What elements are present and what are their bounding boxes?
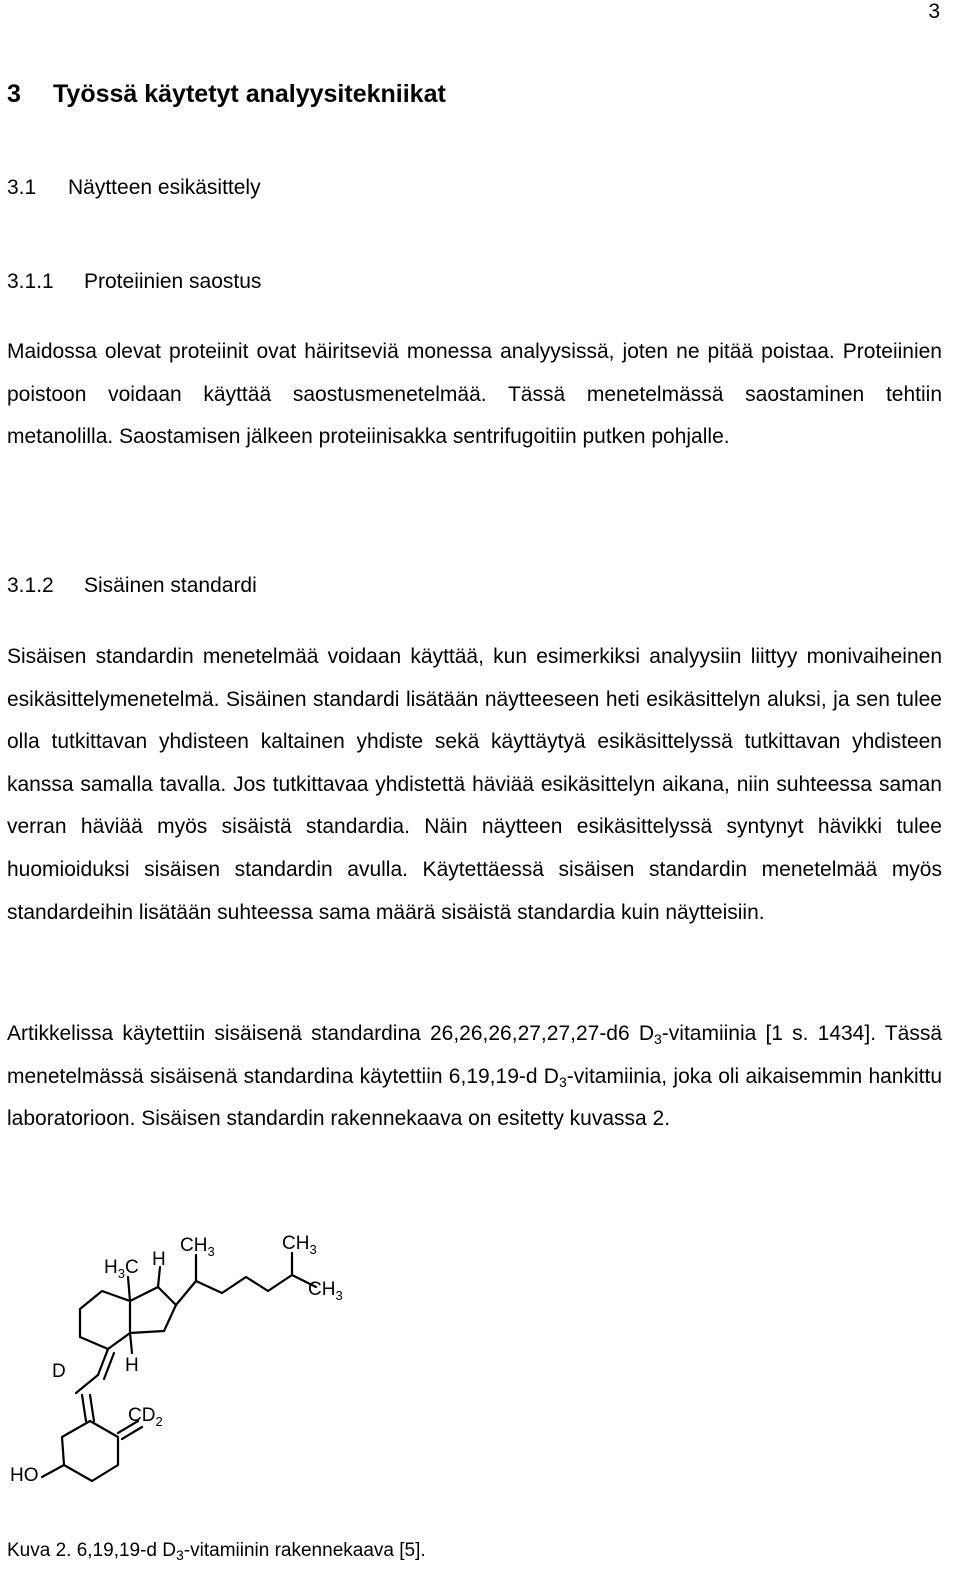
- paragraph-text: Sisäisen standardin menetelmää voidaan käyttää, kun esimerkiksi analyysiin liittyy monivaiheinen esikäsittelymenetelmä. Sisäinen standardi lisätään näytteeseen heti esikäsittelyn aluksi, ja sen tulee olla tutkittavan yhdisteen kaltainen yhdiste sekä käyttäytyä esikäsittelyssä tutkittavan yhdisteen kanssa samalla tavalla. Jos tutkittavaa yhdistettä häviää esikäsittelyn aikana, niin suhteessa saman verran häviää myös sisäistä standardia. Näin näytteen esikäsittelyssä syntynyt hävikki tulee huomioiduksi sisäisen standardin avulla. Käytettäessä sisäisen standardin menetelmää myös standardeihin lisätään suhteessa sama määrä sisäistä standardia kuin näytteisiin.: [7, 645, 942, 924]
- subsection-heading: [7, 176, 261, 200]
- h3c-label: $H_3C$: [104, 1257, 139, 1281]
- paragraph-text: [7, 1013, 942, 1141]
- section-title: Työssä käytetyt analyysitekniikat: [53, 80, 446, 108]
- subsection-title: Näytteen esikäsittely: [68, 176, 261, 199]
- section-heading: [7, 80, 446, 109]
- subscript: 3: [558, 1073, 567, 1090]
- paragraph-protein-precipitation: [7, 331, 942, 459]
- molecule-bonds: [42, 1253, 316, 1481]
- text-run: -vitamiinia, joka oli aikaisemmin hankittu laboratorioon. Sisäisen standardin rakennekaava on esitetty kuvassa 2.: [7, 1064, 942, 1131]
- ch3-right-label: $CH_3$: [282, 1233, 317, 1257]
- h-bottom-label: H: [125, 1355, 139, 1376]
- caption-text: -vitamiinin rakennekaava [5].: [183, 1540, 426, 1561]
- d-label: D: [52, 1361, 66, 1382]
- ch3-right2-label: $CH_3$: [308, 1279, 343, 1303]
- ho-label: HO: [10, 1465, 39, 1486]
- subsubsection-heading-2: [7, 574, 257, 598]
- subsubsection-number: 3.1.1: [7, 270, 54, 293]
- paragraph-article-standard: [7, 1013, 942, 1141]
- text-run: -vitamiinia [1 s. 1434]. Tässä menetelmässä sisäisenä standardina käytettiin 6,19,19-d D: [7, 1022, 942, 1088]
- h-top-label: H: [152, 1249, 166, 1270]
- cd2-label: $CD_2$: [128, 1405, 163, 1429]
- caption-text: Kuva 2. 6,19,19-d D: [7, 1540, 176, 1561]
- subscript: 3: [654, 1031, 662, 1047]
- subsubsection-number: 3.1.2: [7, 574, 54, 597]
- subsection-number: 3.1: [7, 176, 37, 199]
- caption-subscript: 3: [176, 1547, 184, 1563]
- structural-formula-figure: [0, 1225, 360, 1495]
- paragraph-text: Maidossa olevat proteiinit ovat häiritseviä monessa analyysissä, joten ne pitää poistaa. Proteiinien poistoon voidaan käyttää saostusmenetelmää. Tässä menetelmässä saostaminen tehtiin metanolilla. Saostamisen jälkeen proteiinisakka sentrifugoitiin putken pohjalle.: [7, 340, 942, 449]
- subsubsection-title: Sisäinen standardi: [84, 574, 257, 597]
- page-number: 3: [928, 0, 940, 23]
- section-number: 3: [7, 80, 21, 108]
- text-run: Artikkelissa käytettiin sisäisenä standardina 26,26,26,27,27,27-d6 D: [7, 1022, 654, 1045]
- paragraph-internal-standard: [7, 636, 942, 934]
- ch3-top-label: $CH_3$: [180, 1235, 215, 1259]
- subsubsection-heading-1: [7, 270, 261, 294]
- subsubsection-title: Proteiinien saostus: [84, 270, 262, 293]
- figure-caption: [7, 1540, 426, 1562]
